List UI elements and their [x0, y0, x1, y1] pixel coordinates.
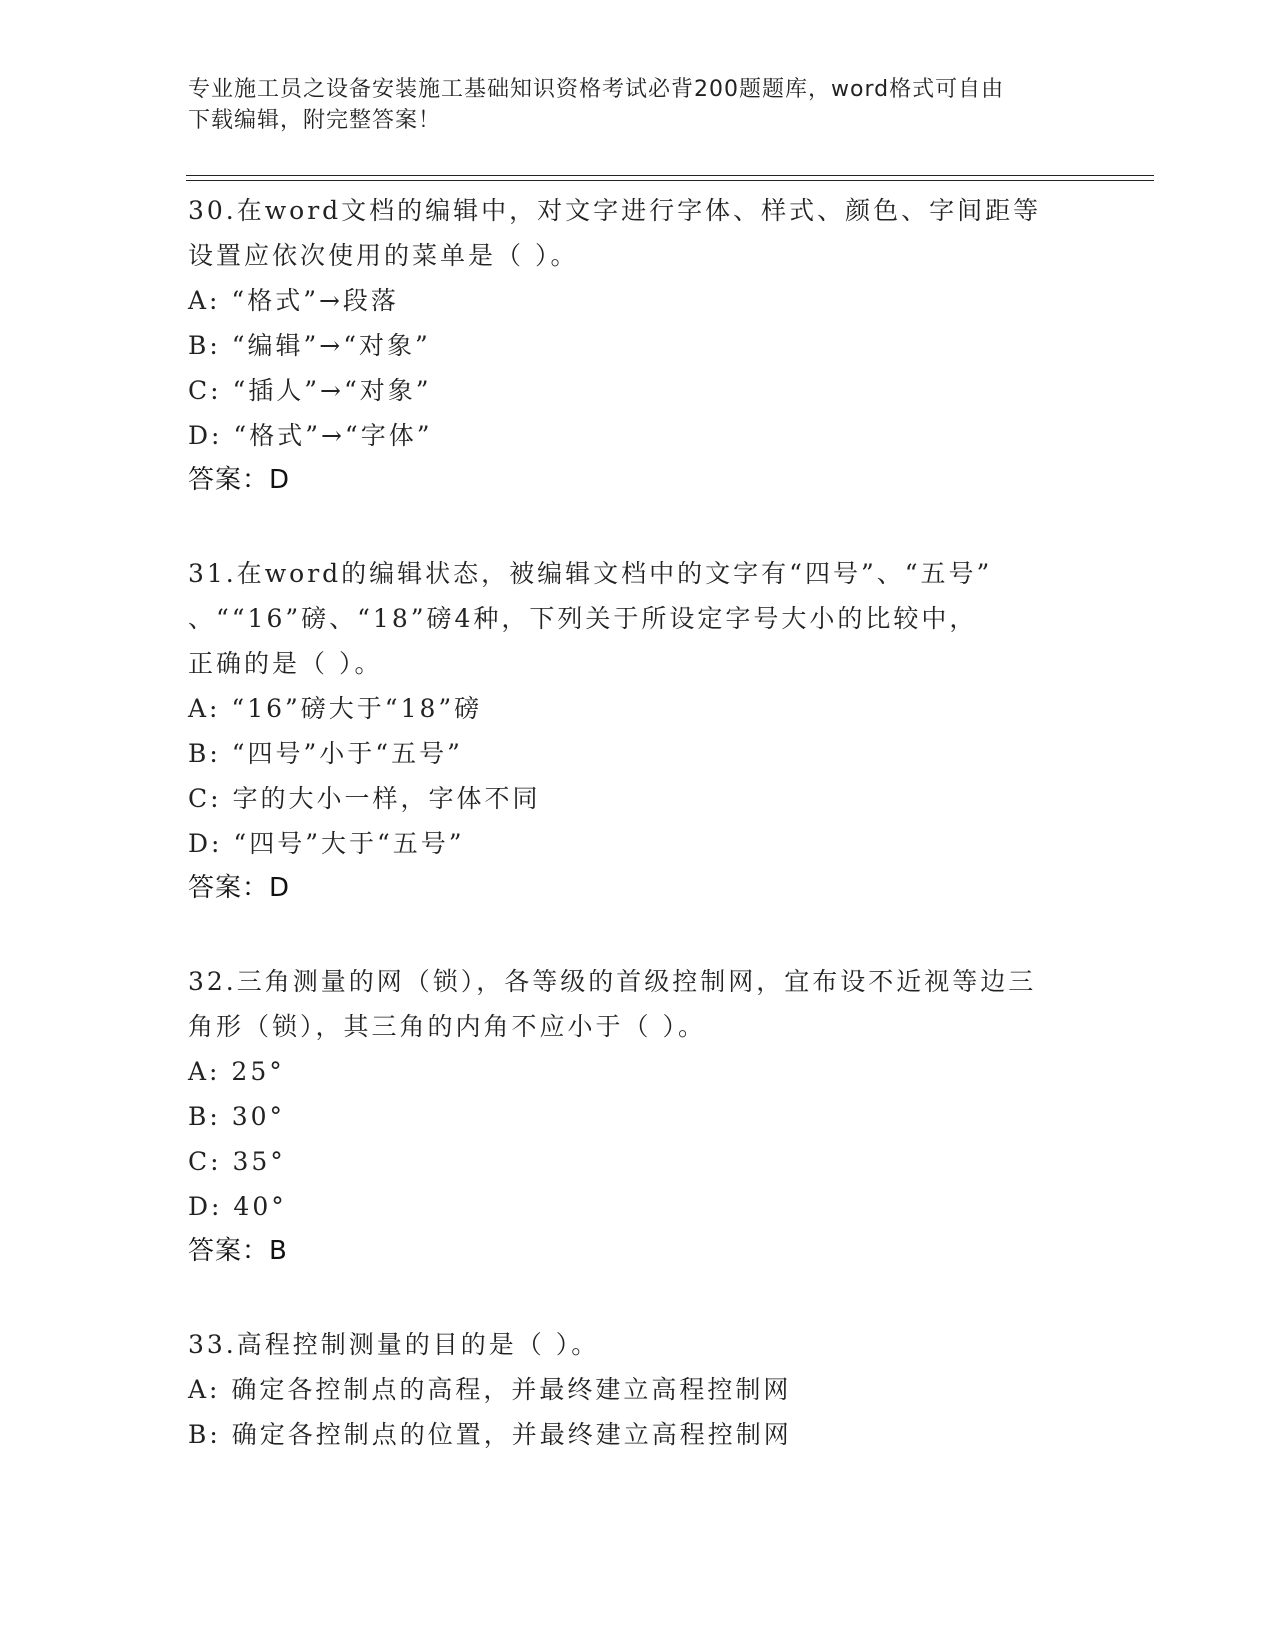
document-header — [188, 74, 1068, 136]
question-32 — [188, 959, 1088, 1274]
question-text-line: 31.在word的编辑状态，被编辑文档中的文字有“四号”、“五号” — [188, 559, 993, 588]
option-d: D: “格式”→“字体” — [188, 421, 433, 450]
question-text-line: 30.在word文档的编辑中，对文字进行字体、样式、颜色、字间距等 — [188, 196, 1042, 225]
header-divider-bottom — [186, 180, 1154, 181]
header-divider-top — [186, 175, 1154, 176]
header-line-1: 专业施工员之设备安装施工基础知识资格考试必背200题题库，word格式可自由 — [188, 77, 1005, 102]
question-list — [188, 188, 1088, 1505]
option-c: C: “插人”→“对象” — [188, 376, 432, 405]
question-33 — [188, 1322, 1088, 1457]
question-30 — [188, 188, 1088, 503]
option-b: B: 确定各控制点的位置，并最终建立高程控制网 — [188, 1420, 792, 1449]
option-a: A: 确定各控制点的高程，并最终建立高程控制网 — [188, 1375, 792, 1404]
answer-label: 答案：B — [188, 1236, 288, 1266]
question-text-line: 正确的是（ ）。 — [188, 649, 383, 678]
question-text-line: 、““16”磅、“18”磅4种，下列关于所设定字号大小的比较中， — [188, 604, 978, 633]
option-b: B: 30° — [188, 1102, 286, 1131]
option-d: D: “四号”大于“五号” — [188, 829, 465, 858]
option-a: A: “格式”→段落 — [188, 286, 399, 315]
option-a: A: “16”磅大于“18”磅 — [188, 694, 483, 723]
question-text-line: 32.三角测量的网（锁），各等级的首级控制网，宜布设不近视等边三 — [188, 967, 1037, 996]
question-text-line: 33.高程控制测量的目的是（ ）。 — [188, 1330, 600, 1359]
question-31 — [188, 551, 1088, 911]
option-c: C: 字的大小一样，字体不同 — [188, 784, 541, 813]
answer-label: 答案：D — [188, 873, 291, 903]
question-text-line: 角形（锁），其三角的内角不应小于（ ）。 — [188, 1012, 706, 1041]
option-c: C: 35° — [188, 1147, 286, 1176]
option-b: B: “编辑”→“对象” — [188, 331, 431, 360]
option-d: D: 40° — [188, 1192, 287, 1221]
question-text-line: 设置应依次使用的菜单是（ ）。 — [188, 241, 579, 270]
option-a: A: 25° — [188, 1057, 285, 1086]
answer-label: 答案：D — [188, 465, 291, 495]
option-b: B: “四号”小于“五号” — [188, 739, 463, 768]
header-line-2: 下载编辑，附完整答案！ — [188, 108, 442, 133]
